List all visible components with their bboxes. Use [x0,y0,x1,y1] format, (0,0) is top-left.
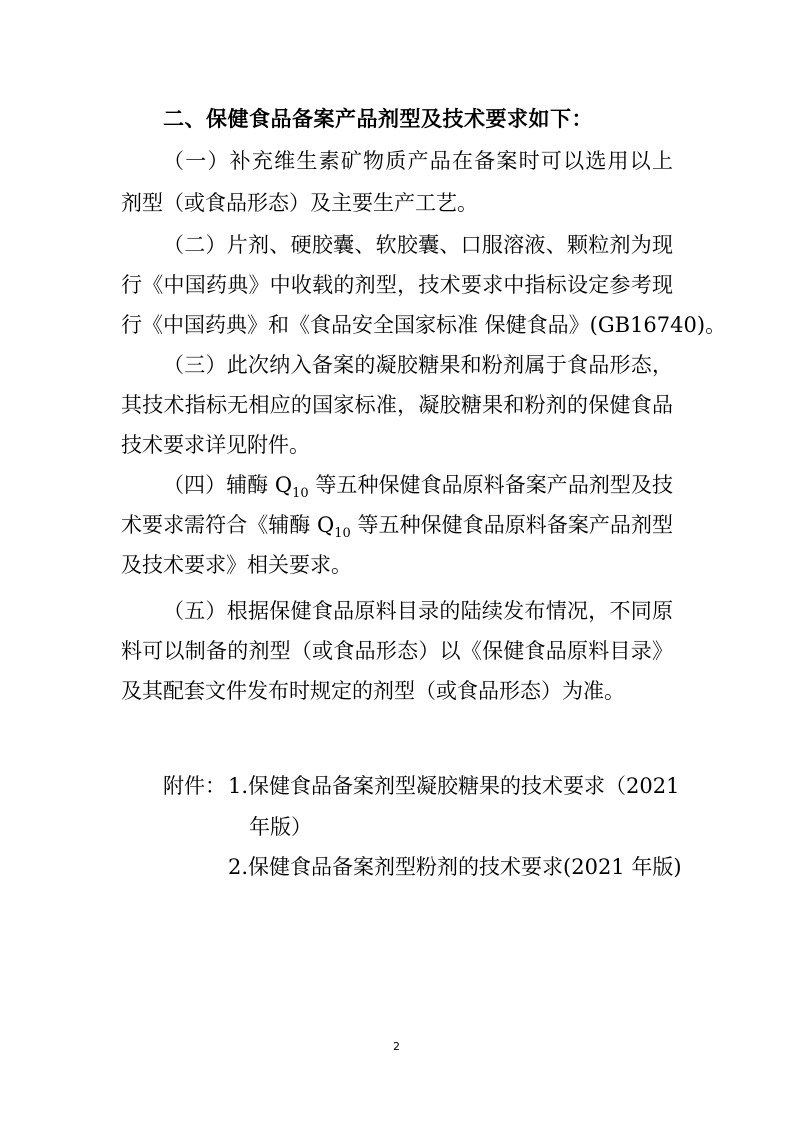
paragraph-line: 其技术指标无相应的国家标准，凝胶糖果和粉剂的保健食品 [121,393,673,417]
page-number: 2 [393,1040,400,1053]
section-heading: 二、保健食品备案产品剂型及技术要求如下： [163,107,593,131]
attachment-item: 1.保健食品备案剂型凝胶糖果的技术要求（2021 [228,774,680,798]
paragraph-line: 术要求需符合《辅酶 $Q_{10}$ 等五种保健食品原料备案产品剂型 [121,513,673,541]
paragraph-line: 及技术要求》相关要求。 [121,553,352,577]
paragraph-line: 剂型（或食品形态）及主要生产工艺。 [121,191,478,215]
paragraph-line: 行《中国药典》和《食品安全国家标准 保健食品》(GB16740)。 [121,313,727,337]
paragraph-line: 行《中国药典》中收载的剂型，技术要求中指标设定参考现 [121,273,673,297]
paragraph-line: （二）片剂、硬胶囊、软胶囊、口服溶液、颗粒剂为现 [163,233,673,257]
paragraph-line: 技术要求详见附件。 [121,433,310,457]
attachment-item: 2.保健食品备案剂型粉剂的技术要求(2021 年版) [228,855,682,879]
paragraph-line: （一）补充维生素矿物质产品在备案时可以选用以上 [163,149,673,173]
paragraph-line: （三）此次纳入备案的凝胶糖果和粉剂属于食品形态， [163,353,673,377]
subscript: 10 [334,526,351,541]
paragraph-line: （五）根据保健食品原料目录的陆续发布情况，不同原 [163,599,673,623]
attachments-label: 附件： [163,774,226,798]
paragraph-line: 及其配套文件发布时规定的剂型（或食品形态）为准。 [121,679,625,703]
subscript: 10 [292,486,309,501]
paragraph-line: 料可以制备的剂型（或食品形态）以《保健食品原料目录》 [121,639,673,663]
paragraph-line: （四）辅酶 $Q_{10}$ 等五种保健食品原料备案产品剂型及技 [163,473,673,501]
attachment-item-continuation: 年版） [249,815,312,839]
